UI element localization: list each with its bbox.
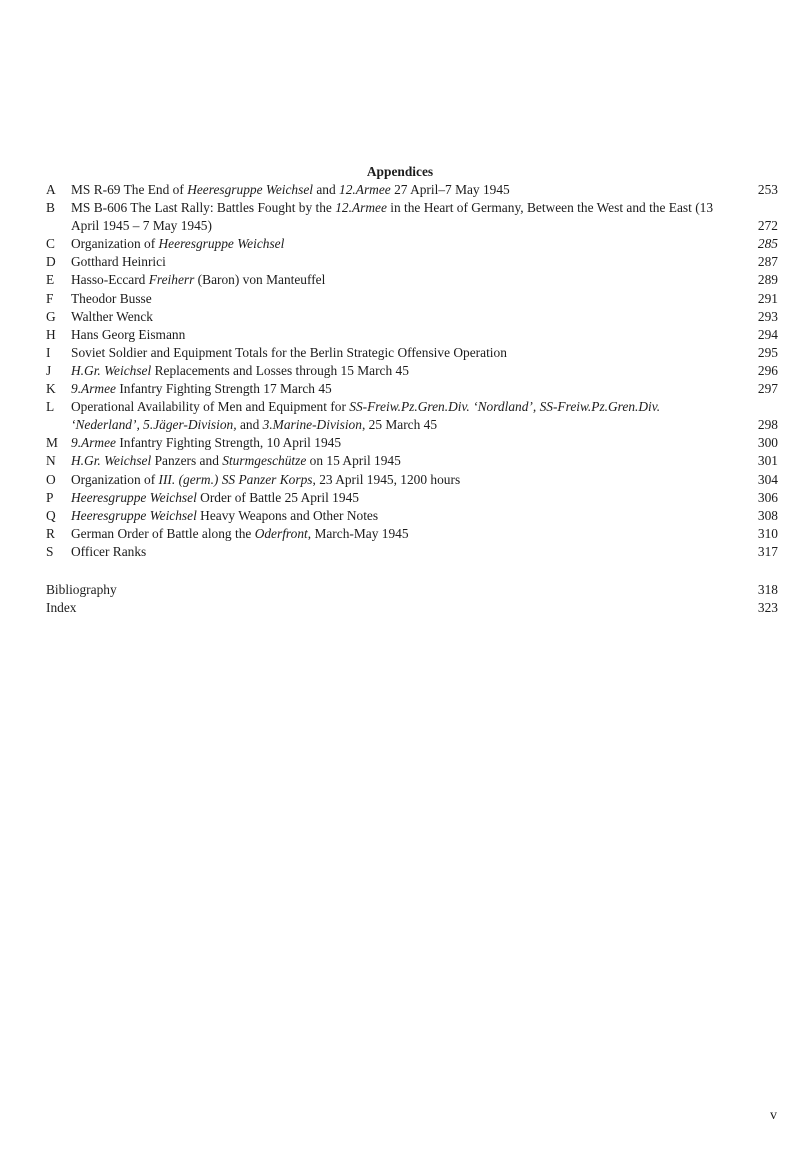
- appendix-page-number: 291: [757, 290, 778, 306]
- appendix-page-number: 301: [757, 453, 778, 469]
- appendix-page-number: 294: [757, 326, 778, 342]
- appendix-title: [71, 362, 718, 380]
- appendix-title: [71, 398, 718, 434]
- appendix-page-number: 308: [757, 507, 778, 523]
- appendix-title-segment: , March-May 1945: [307, 525, 409, 541]
- back-matter-title: Index: [46, 600, 77, 616]
- page-folio: v: [770, 1108, 777, 1123]
- appendix-letter: K: [46, 381, 56, 397]
- appendix-title-segment: Heeresgruppe Weichsel: [71, 489, 197, 505]
- appendix-title-segment: Panzers and: [151, 453, 223, 469]
- appendix-entry[interactable]: [46, 271, 778, 289]
- appendix-title-segment: 27 April–7 May 1945: [390, 182, 510, 197]
- appendix-letter: E: [46, 272, 55, 288]
- appendix-page-number: 306: [757, 489, 778, 505]
- appendix-title-segment: , 25 March 45: [361, 417, 438, 433]
- appendix-entry[interactable]: [46, 181, 778, 199]
- appendix-letter: B: [46, 200, 55, 216]
- appendix-title-segment: Oderfront: [254, 525, 308, 541]
- appendix-page-number: 295: [757, 344, 778, 360]
- appendix-title: [71, 525, 718, 543]
- appendix-title-segment: 3.Marine-Division: [262, 417, 362, 433]
- appendix-entry[interactable]: [46, 398, 778, 434]
- appendix-title: [71, 199, 718, 235]
- appendix-title-segment: Sturmgeschütze: [222, 453, 307, 469]
- appendix-title-segment: III. (germ.) SS Panzer Korps: [158, 471, 313, 487]
- appendix-letter: C: [46, 236, 55, 252]
- appendix-letter: I: [46, 344, 51, 360]
- appendix-title: [71, 181, 718, 199]
- appendix-title: [71, 507, 718, 525]
- appendix-title-segment: 9.Armee: [71, 381, 116, 397]
- appendices-heading: Appendices: [366, 164, 434, 179]
- appendix-page-number: 296: [757, 362, 778, 378]
- appendix-entry[interactable]: [46, 362, 778, 380]
- appendix-title: [71, 326, 718, 344]
- appendix-letter: N: [46, 453, 56, 469]
- appendix-title-segment: Soviet Soldier and Equipment Totals for the Berlin Strategic Offensive Operation: [71, 344, 507, 360]
- appendix-title-segment: Gotthard Heinrici: [71, 254, 166, 270]
- appendix-title-segment: SS-Freiw.Pz.Gren.Div. ‘Nordland’, SS-Freiw.Pz.Gren.Div. ‘Nederland’, 5.Jäger-Division,: [71, 399, 661, 433]
- appendix-letter: D: [46, 254, 56, 270]
- appendix-title-segment: Hasso-Eccard: [71, 272, 149, 288]
- appendix-letter: G: [46, 308, 56, 324]
- appendix-entry[interactable]: [46, 434, 778, 452]
- back-matter-title: Bibliography: [46, 582, 117, 597]
- appendix-title-segment: and: [313, 182, 340, 197]
- appendix-letter: F: [46, 290, 54, 306]
- appendix-title: [71, 235, 718, 253]
- appendix-letter: Q: [46, 507, 56, 523]
- appendix-entry[interactable]: [46, 308, 778, 326]
- appendix-title-segment: Organization of: [71, 471, 159, 487]
- appendix-page-number: 297: [757, 381, 778, 397]
- appendix-title-segment: and: [236, 417, 263, 433]
- appendix-title-segment: Replacements and Losses through 15 March 45: [151, 362, 409, 378]
- appendix-letter: M: [46, 435, 58, 451]
- appendix-title-segment: Operational Availability of Men and Equipment for: [71, 399, 350, 415]
- appendix-page-number: 317: [757, 543, 778, 559]
- appendix-letter: H: [46, 326, 56, 342]
- appendix-page-number: 289: [757, 272, 778, 288]
- appendix-entry[interactable]: [46, 452, 778, 470]
- appendix-title: [71, 452, 718, 470]
- back-matter-entry[interactable]: [46, 599, 778, 617]
- appendix-title-segment: H.Gr. Weichsel: [71, 453, 152, 469]
- appendix-title-segment: Organization of: [71, 236, 159, 252]
- appendix-letter: L: [46, 399, 55, 415]
- appendix-title-segment: Infantry Fighting Strength, 10 April 1945: [116, 435, 342, 451]
- appendix-title: [71, 434, 718, 452]
- appendix-entry[interactable]: [46, 471, 778, 489]
- appendix-title-segment: on 15 April 1945: [306, 453, 401, 469]
- back-matter-page-number: 323: [757, 600, 778, 616]
- appendix-title-segment: MS R-69 The End of: [71, 182, 188, 197]
- appendix-letter: J: [46, 362, 52, 378]
- appendix-title-segment: 9.Armee: [71, 435, 116, 451]
- appendix-title: [71, 344, 718, 362]
- appendix-letter: R: [46, 525, 55, 541]
- appendix-title: [71, 543, 718, 561]
- appendix-letter: A: [46, 182, 56, 197]
- appendix-title-segment: , 23 April 1945, 1200 hours: [312, 471, 461, 487]
- appendix-entry[interactable]: [46, 199, 778, 235]
- appendix-entry[interactable]: [46, 344, 778, 362]
- back-matter-list: [46, 581, 778, 617]
- appendix-title-segment: Order of Battle 25 April 1945: [196, 489, 359, 505]
- appendix-title-segment: Walther Wenck: [71, 308, 153, 324]
- appendix-page-number: 287: [757, 254, 778, 270]
- appendix-letter: O: [46, 471, 56, 487]
- appendix-page-number: 285: [757, 236, 778, 252]
- appendix-title: [71, 471, 718, 489]
- appendix-title-segment: MS B-606 The Last Rally: Battles Fought by the: [71, 200, 336, 216]
- appendix-title-segment: Heeresgruppe Weichsel: [187, 182, 313, 197]
- appendix-page-number: 304: [757, 471, 778, 487]
- appendix-letter: S: [46, 543, 54, 559]
- appendix-page-number: 272: [757, 218, 778, 234]
- appendix-title-segment: Theodor Busse: [71, 290, 152, 306]
- appendix-title: [71, 308, 718, 326]
- appendix-entry[interactable]: [46, 380, 778, 398]
- appendix-title-segment: in the Heart of Germany, Between the West and the East (13 April 1945 – 7 May 1945): [71, 200, 714, 234]
- appendix-entry[interactable]: [46, 543, 778, 561]
- appendix-entry[interactable]: [46, 253, 778, 271]
- appendix-letter: P: [46, 489, 54, 505]
- appendix-page-number: 293: [757, 308, 778, 324]
- appendix-title-segment: Officer Ranks: [71, 543, 147, 559]
- appendix-title-segment: 12.Armee: [339, 182, 391, 197]
- appendix-entry[interactable]: [46, 290, 778, 308]
- appendix-title: [71, 489, 718, 507]
- appendix-entry[interactable]: [46, 525, 778, 543]
- appendix-title-segment: (Baron) von Manteuffel: [194, 272, 326, 288]
- appendix-title-segment: H.Gr. Weichsel: [71, 362, 152, 378]
- appendix-title: [71, 380, 718, 398]
- appendix-title: [71, 290, 718, 308]
- appendix-title: [71, 253, 718, 271]
- appendix-entry[interactable]: [46, 489, 778, 507]
- appendix-page-number: 298: [757, 417, 778, 433]
- appendix-entry[interactable]: [46, 507, 778, 525]
- appendix-title-segment: Infantry Fighting Strength 17 March 45: [116, 381, 332, 397]
- back-matter-entry[interactable]: [46, 581, 778, 599]
- appendix-page-number: 300: [757, 435, 778, 451]
- appendices-list: [46, 181, 778, 561]
- appendix-title-segment: Hans Georg Eismann: [71, 326, 186, 342]
- appendix-entry[interactable]: [46, 235, 778, 253]
- appendix-title-segment: Heeresgruppe Weichsel: [71, 507, 197, 523]
- back-matter-page-number: 318: [757, 582, 778, 597]
- appendix-title-segment: Heeresgruppe Weichsel: [158, 236, 285, 252]
- appendix-title-segment: 12.Armee: [335, 200, 387, 216]
- appendix-title-segment: German Order of Battle along the: [71, 525, 255, 541]
- appendix-entry[interactable]: [46, 326, 778, 344]
- appendix-title-segment: Heavy Weapons and Other Notes: [196, 507, 379, 523]
- appendix-title-segment: Freiherr: [148, 272, 195, 288]
- appendix-title: [71, 271, 718, 289]
- appendix-page-number: 310: [757, 525, 778, 541]
- appendix-page-number: 253: [757, 182, 778, 197]
